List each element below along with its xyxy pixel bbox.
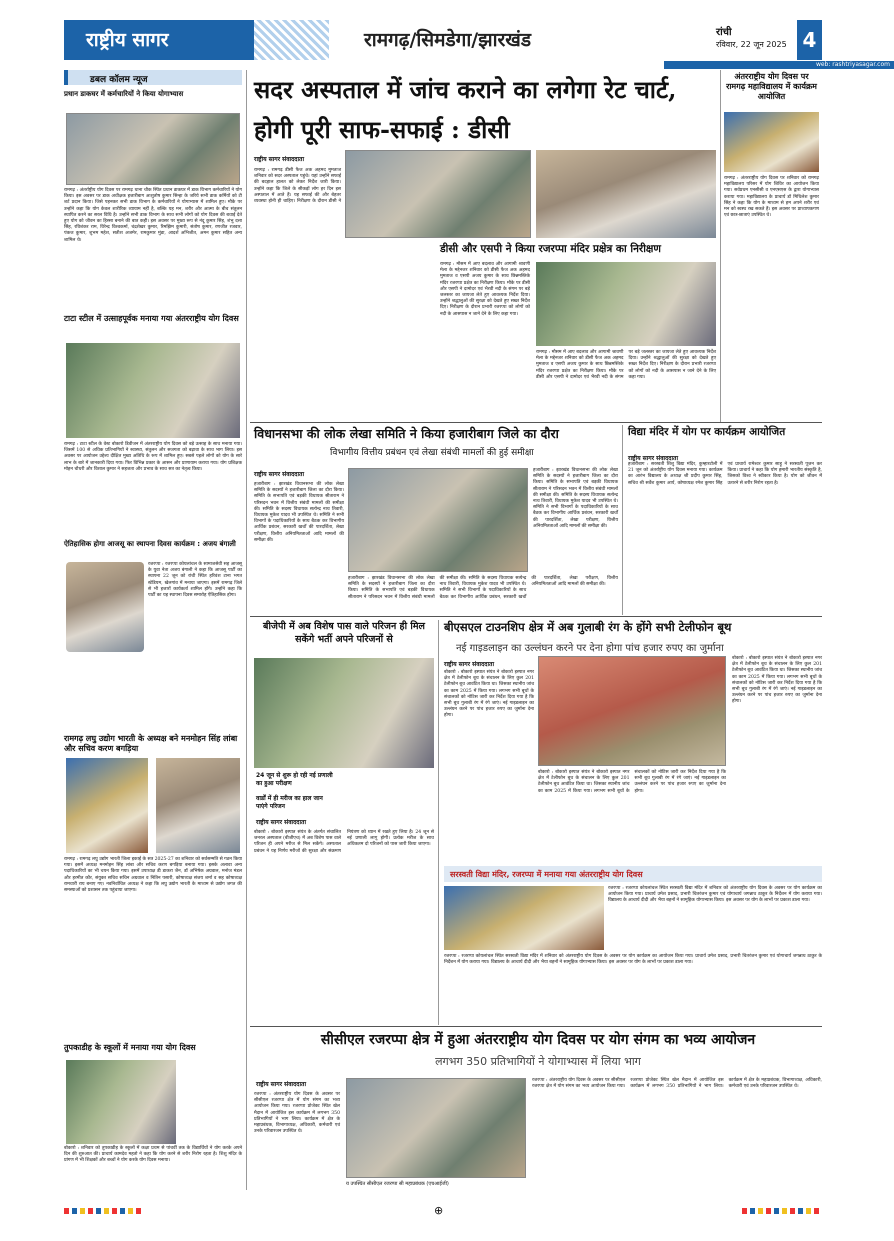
pac-headline: विधानसभा की लोक लेखा समिति ने किया हजारीबाग जिले का दौरा [254,426,559,441]
ccl-body-a: रजरप्पा : अंतरराष्ट्रीय योग दिवस के अवसर पर सीसीएल रजरप्पा क्षेत्र में योग संगम का भव्य आयोजन किया गया। रजरप्पा प्रोजेक्ट स्थित खेल मैदान में आयोजित इस कार्यक्रम में लगभग 350 प्रतिभागियों ने भाग लिया। कार्यक्रम में क्षेत्र के महाप्रबंधक, विभागाध्यक्ष, अधिकारी, कर्मचारी एवं उनके परिवारजन उपस्थित थे। [254,1092,340,1135]
pac-body-c: हजारीबाग : झारखंड विधानसभा की लोक लेखा समिति के सदस्यों ने हजारीबाग जिला का दौरा किया। समिति के सभापति एवं बड़की विधायक सीताराम ने परिसदन भवन में वित्तीय संबंधी मामलों की समीक्षा की। समिति के सदस्य विधायक सत्येन्द्र नाथ तिवारी, विधायक मुकेश यादव भी उपस्थित थे। समिति ने सभी विभागों के पदाधिकारियों के साथ बैठक कर विभागीय आर्थिक प्रबंधन, सरकारी खर्चों की पारदर्शिता, लेखा परीक्षण, वित्तीय अनियमितताओं आदि मामलों की समीक्षा की। [533,468,618,529]
dc-inspection-head: डीसी और एसपी ने किया रजरप्पा मंदिर प्रक्षेत्र का निरीक्षण [440,243,662,255]
rule-2 [250,616,822,617]
ajay-portrait [66,562,144,652]
brand-name: राष्ट्रीय सागर [86,29,169,51]
school-yoga-photo [66,1060,176,1144]
left-section-title: डबल कॉलम न्यूज [90,75,148,85]
sv-bar [444,866,822,882]
right-body: रामगढ़ : अंतरराष्ट्रीय योग दिवस पर शनिवार को रामगढ़ महाविद्यालय परिसर में योग शिविर का आयोजन किया गया। सर्वप्रथम एनसीसी व एनएसएस के द्वारा योगाभ्यास कराया गया। महाविद्यालय के प्राचार्य डॉ मिथिलेश कुमार सिंह ने कहा कि योग के माध्यम से हम अपने शरीर एवं मन को स्वस्थ रख सकते हैं। इस अवसर पर प्राध्यापकगण एवं छात्र-छात्राएं उपस्थित थे। [724,176,819,219]
left-s3-head: ऐतिहासिक होगा आजसू का स्थापना दिवस कार्यक्रम : अजय बंगाली [64,540,236,548]
lead-headline: सदर अस्पताल में जांच कराने का लगेगा रेट चार्ट, होगी पूरी साफ-सफाई : डीसी [254,75,677,144]
ccl-subhead: लगभग 350 प्रतिभागियों ने योगाभ्यास में लिया भाग [435,1055,641,1068]
ccl-byline: राष्ट्रीय सागर संवाददाता [256,1081,307,1088]
dc-body-cont: रामगढ़ : मौसम में आए बदलाव और आगामी श्रावणी मेला के मद्देनजर शनिवार को डीसी फैज अक अहमद मुमताज व एसपी अजय कुमार के साथ छिन्नमस्तिके मंदिर रजरप्पा प्रक्षेत्र का निरीक्षण किया। मौके पर डीसी और एसपी ने दामोदर एवं भैरवी नदी के संगम पर बड़े जलस्तर का जायजा लेते हुए आवश्यक निर्देश दिया। उन्होंने श्रद्धालुओं की सुरक्षा को देखते हुए सख्त निर्देश दिए। निरीक्षण के दौरान प्रभारी रजरप्पा को लोगों को नदी के आसपास न जाने देने के लिए कहा गया। [536,350,716,380]
mid-divider [622,425,623,615]
bsl-subhead: नई गाइडलाइन का उल्लंघन करने पर देना होगा पांच हजार रुपए का जुर्माना [456,643,724,654]
bgh-divider [438,620,439,1025]
left-s3-body: रजरप्पा : रजरप्पा कोयलांचल के सामाजसेवी सह आजसू के युवा नेता अजय बंगाली ने कहा कि आजसू पार्टी का स्थापना 22 जून को रांची स्थित हरिवंश टाना भगत स्टेडियम, खेलगांव में मनाया जाएगा। इसमें रामगढ़ जिले से भी हजारों कार्यकर्ता शामिल होंगे। उन्होंने कहा कि पार्टी का यह स्थापना दिवस समारोह ऐतिहासिक होगा। [148,562,242,599]
footer-bar [64,1204,822,1218]
sv-headline: सरस्वती विद्या मंदिर, रजरप्पा में मनाया गया अंतरराष्ट्रीय योग दिवस [450,870,643,879]
bgh-bullet-1: 24 जून से शुरू हो रही नई प्रणाली का हुआ परीक्षण [256,772,333,787]
vidya-headline: विद्या मंदिर में योग पर कार्यक्रम आयोजित [628,426,786,438]
pac-meeting-photo [348,468,528,572]
bsl-body-a: बोकारो : बोकारो इस्पात संयंत्र ने बोकारो इस्पात नगर क्षेत्र में टेलीफोन बूथ के संचालन के लिए कुल 201 टेलीफोन बूथ आवंटित किया था। जिसका स्थानीय जांच का काम 2025 में किया गया। लगभग सभी बूथों के संचालकों को नोटिस जारी कर निर्देश दिया गया है कि सभी बूथ गुलाबी रंग में रंगे जाएं। नई गाइडलाइन का उल्लंघन करने पर पांच हजार रुपए का जुर्माना देना होगा। [444,670,534,719]
lead-body: रामगढ़ : रामगढ़ डीसी फैज अक अहमद मुमताज शनिवार को सदर अस्पताल पहुंचे। यहां उन्होंने सफाई की बदहाल हालत को लेकर निर्देश जारी किया। उन्होंने कहा कि जिले के सीकड़ों लोग हर दिन इस अस्पताल में आते हैं। यह सफाई की और बेहतर व्यवस्था होनी ही चाहिए। निरीक्षण के दौरान डीसी ने [254,168,341,205]
left-s4-body: रामगढ़ : रामगढ़ लघु उद्योग भारती जिला इकाई के सत्र 2025-27 का शनिवार को सर्वसम्मति से गठन किया गया। इसमें अध्यक्ष मनमोहन सिंह लांबा और सचिव करण बगड़िया बनाया गया। इसके अलावा अन्य पदाधिकारियों का भी चयन किया गया। इसमें उपाध्यक्ष डी डाकरा जैन, डॉ अभिषेक अग्रवाल, मनोज मंडल और हरमीत कौर, संयुक्त सचिव सचिन अग्रवाल व नितिन पसारी, कोषाध्यक्ष संजय शर्मा व सह कोषाध्यक्ष रामधारी राय बनाए गए। नवनिर्वाचित अध्यक्ष ने कहा कि लघु उद्योग भारती के माध्यम से उद्योग जगत की समस्याओं को प्रशासन तक पहुंचाया जाएगा। [64,857,242,894]
college-yoga-photo [724,112,819,172]
bsl-headline: बीएसएल टाउनशिप क्षेत्र में अब गुलाबी रंग के होंगे सभी टेलीफोन बूथ [444,620,732,634]
web-label: web: rashtriyasagar.com [664,61,894,69]
left-s4-head: रामगढ़ लघु उद्योग भारती के अध्यक्ष बने मनमोहन सिंह लांबा और सचिव करण बगड़िया [64,734,238,753]
region-title: रामगढ़/सिमडेगा/झारखंड [364,29,532,51]
bgh-bullet-2: वार्डों में ही मरीज का हाल जान पाएंगे परिजन [256,795,323,810]
bsl-body-b: बोकारो : बोकारो इस्पात संयंत्र ने बोकारो इस्पात नगर क्षेत्र में टेलीफोन बूथ के संचालन के लिए कुल 201 टेलीफोन बूथ आवंटित किया था। जिसका स्थानीय जांच का काम 2025 में किया गया। लगभग सभी बूथों के संचालकों को नोटिस जारी कर निर्देश दिया गया है कि सभी बूथ गुलाबी रंग में रंगे जाएं। नई गाइडलाइन का उल्लंघन करने पर पांच हजार रुपए का जुर्माना देना होगा। [538,770,726,794]
rajrappa-photo [536,262,716,346]
sv-body-b: रजरप्पा : रजरप्पा कोयलांचल स्थित सरस्वती विद्या मंदिर में शनिवार को अंतरराष्ट्रीय योग दिवस के अवसर पर योग कार्यक्रम का आयोजन किया गया। प्राचार्य उमेश प्रसाद, प्रभारी चितरंजन कुमार एवं योगाचार्य जगन्नाथ ठाकुर के निर्देशन में योग कराया गया। विद्यालय के आचार्य दीदी और भैया बहनों ने सामूहिक योगाभ्यास किया। इस अवसर पर योग के लाभों पर प्रकाश डाला गया। [444,954,822,966]
masthead [64,20,890,68]
rule-3 [250,1026,822,1027]
page-number: 4 [797,20,822,60]
vidya-body: हजारीबाग : सरस्वती शिशु विद्या मंदिर, कुम्हारटोली में 21 जून को अंतर्राष्ट्रीय योग दिवस मनाया गया। कार्यक्रम का आरंभ विद्यालय के अध्यक्ष श्री प्रदीप कुमार सिंह, सचिव श्री सर्वेश कुमार आर्य, कोषाध्यक्ष रमेश कुमार सिंह एवं प्राचार्य रामेश्वर कुमार साहू ने सरस्वती पूजन कर किया। प्राचार्य ने कहा कि योग हमारी भारतीय संस्कृति है, जिसको विश्व ने स्वीकार किया है। योग को जीवन में उतारने से शरीर निरोग रहता है। [628,462,822,486]
footer-dots-right [742,1208,822,1214]
dot-pattern [254,20,329,60]
sv-photo [444,886,604,950]
ccl-headline: सीसीएल रजरप्पा क्षेत्र में हुआ अंतरराष्ट्रीय योग दिवस पर योग संगम का भव्य आयोजन [320,1032,756,1048]
ccl-caption: य उपस्थित सीसीएल रजरप्पा सी महाप्रबंधक (एचआईजी) [346,1181,449,1187]
post-office-photo [66,113,240,185]
vidya-byline: राष्ट्रीय सागर संवाददाता [628,455,679,462]
left-s2-body: रामगढ़ : टाटा स्टील के वेस्ट बोकारो डिवीजन में अंतरराष्ट्रीय योग दिवस को बड़े उत्साह के साथ मनाया गया। जिसमें 100 से अधिक प्रतिभागियों ने स्वास्थ्य, संतुलन और सजगता को बढ़ावा के साथ भाग लिया। इस अवसर पर आयोजन उद्देश्य दीक्षित मुख्य अतिथि के रूप में शामिल हुए। सबसे पहले लोगों को योग के सारे लाभ के बारे में जानकारी दिया गया। फिर विभिन्न प्रकार के आसन और प्राणायाम कराया गया। योग प्रशिक्षक मोहन चौधरी और विशाल कुमार ने सहजता और प्रभाव के साथ सत्र का नेतृत्व किया। [64,442,242,472]
ccl-photo [346,1078,526,1178]
footer-dots-left [64,1208,144,1214]
left-s1-body: रामगढ़ : अंतर्राष्ट्रीय योग दिवस पर रामगढ़ थाना चौक स्थित प्रधान डाकघर में डाक विभाग कर्मचारियों ने योग किया। इस अवसर पर डाक अधीक्षक हजारीबाग आशुतोष कुमार सिन्हा के जरिये सभी डाक कर्मियों को टी शर्ट प्रदान किया। जिसे पहनकर सभी डाक विभाग के कर्मचारियों ने योगाभ्यास में शामिल हुए। मौके पर उन्होंने कहा कि योग केवल शारीरिक व्यायाम नहीं है, बल्कि यह मन, शरीर और आत्मा के बीच संतुलन स्थापित करने का सरल विधि है। उन्होंने सभी डाक विभाग के साथ सभी लोगों को योग दिवस की बधाई देते हुए योग को जीवन का हिस्सा बनाने की बात कही। इस अवसर पर मुख्य रूप से नंदू कुमार सिंह, शंभु दत्ता सिंह, रविशंकर राम, विरेन्द्र विश्वकर्मा, चंद्रशेखर कुमार, रिमझिम कुमारी, संतोष कुमार, रणजीत रजवार, पंकज कुमार, शुभम महेश, सतीश अजमेर, रामकुमार मुंडा, आदर्श अभिजीत, अमन कुमार सहित अन्य शामिल थे। [64,188,242,243]
manmohan-portrait [66,758,148,853]
dc-inspection-body: रामगढ़ : मौसम में आए बदलाव और आगामी श्रावणी मेला के मद्देनजर शनिवार को डीसी फैज अक अहमद मुमताज व एसपी अजय कुमार के साथ छिन्नमस्तिके मंदिर रजरप्पा प्रक्षेत्र का निरीक्षण किया। मौके पर डीसी और एसपी ने दामोदर एवं भैरवी नदी के संगम पर बड़े जलस्तर का जायजा लेते हुए आवश्यक निर्देश दिया। उन्होंने श्रद्धालुओं की सुरक्षा को देखते हुए सख्त निर्देश दिए। निरीक्षण के दौरान प्रभारी रजरप्पा को लोगों को नदी के आसपास न जाने देने के लिए कहा गया। [440,262,530,317]
ccl-body-b: रजरप्पा : अंतरराष्ट्रीय योग दिवस के अवसर पर सीसीएल रजरप्पा क्षेत्र में योग संगम का भव्य आयोजन किया गया। रजरप्पा प्रोजेक्ट स्थित खेल मैदान में आयोजित इस कार्यक्रम में लगभग 350 प्रतिभागियों ने भाग लिया। कार्यक्रम में क्षेत्र के महाप्रबंधक, विभागाध्यक्ष, अधिकारी, कर्मचारी एवं उनके परिवारजन उपस्थित थे। [532,1078,822,1090]
karan-portrait [156,758,240,853]
left-s5-head: तुपकाडीह के स्कूलों में मनाया गया योग दिवस [64,1043,196,1052]
sv-body: रजरप्पा : रजरप्पा कोयलांचल स्थित सरस्वती विद्या मंदिर में शनिवार को अंतरराष्ट्रीय योग दिवस के अवसर पर योग कार्यक्रम का आयोजन किया गया। प्राचार्य उमेश प्रसाद, प्रभारी चितरंजन कुमार एवं योगाचार्य जगन्नाथ ठाकुर के निर्देशन में योग कराया गया। विद्यालय के आचार्य दीदी और भैया बहनों ने सामूहिक योगाभ्यास किया। इस अवसर पर योग के लाभों पर प्रकाश डाला गया। [608,886,822,904]
date-label: रविवार, 22 जून 2025 [716,40,787,49]
tata-yoga-photo [66,343,240,438]
lead-byline: राष्ट्रीय सागर संवाददाता [254,156,305,163]
left-s2-head: टाटा स्टील में उत्साहपूर्वक मनाया गया अंतरराष्ट्रीय योग दिवस [64,314,239,323]
city-label: रांची [716,27,732,38]
bgh-byline: राष्ट्रीय सागर संवाददाता [256,819,307,826]
pac-subhead: विभागीय वित्तीय प्रबंधन एवं लेखा संबंधी मामलों की हुई समीक्षा [330,448,534,458]
pac-body-a: हजारीबाग : झारखंड विधानसभा की लोक लेखा समिति के सदस्यों ने हजारीबाग जिला का दौरा किया। समिति के सभापति एवं बड़की विधायक सीताराम ने परिसदन भवन में वित्तीय संबंधी मामलों की समीक्षा की। समिति के सदस्य विधायक सत्येन्द्र नाथ तिवारी, विधायक मुकेश यादव भी उपस्थित थे। समिति ने सभी विभागों के पदाधिकारियों के साथ बैठक कर विभागीय आर्थिक प्रबंधन, सरकारी खर्चों की पारदर्शिता, लेखा परीक्षण, वित्तीय अनियमितताओं आदि मामलों की समीक्षा की। [254,482,344,543]
bsl-body-c: बोकारो : बोकारो इस्पात संयंत्र ने बोकारो इस्पात नगर क्षेत्र में टेलीफोन बूथ के संचालन के लिए कुल 201 टेलीफोन बूथ आवंटित किया था। जिसका स्थानीय जांच का काम 2025 में किया गया। लगभग सभी बूथों के संचालकों को नोटिस जारी कर निर्देश दिया गया है कि सभी बूथ गुलाबी रंग में रंगे जाएं। नई गाइडलाइन का उल्लंघन करने पर पांच हजार रुपए का जुर्माना देना होगा। [732,656,822,705]
hospital-photo-2 [536,150,716,238]
pac-body-b: हजारीबाग : झारखंड विधानसभा की लोक लेखा समिति के सदस्यों ने हजारीबाग जिला का दौरा किया। समिति के सभापति एवं बड़की विधायक सीताराम ने परिसदन भवन में वित्तीय संबंधी मामलों की समीक्षा की। समिति के सदस्य विधायक सत्येन्द्र नाथ तिवारी, विधायक मुकेश यादव भी उपस्थित थे। समिति ने सभी विभागों के पदाधिकारियों के साथ बैठक कर विभागीय आर्थिक प्रबंधन, सरकारी खर्चों की पारदर्शिता, लेखा परीक्षण, वित्तीय अनियमितताओं आदि मामलों की समीक्षा की। [348,576,618,600]
right-divider [720,70,721,422]
bsl-byline: राष्ट्रीय सागर संवाददाता [444,661,495,668]
bgh-headline: बीजेपी में अब विशेष पास वाले परिजन ही मिल सकेंगे भर्ती अपने परिजनों से [263,621,425,645]
left-section-bar [64,70,242,85]
dc-inspection-bar [440,242,720,258]
bgh-photo [254,658,434,768]
left-divider [246,70,247,1190]
phone-booth-photo [538,656,726,766]
hospital-photo-1 [345,150,531,238]
bgh-body: बोकारो : बोकारो इस्पात संयंत्र के अंतर्गत संचालित जनरल अस्पताल (बीजीएच) में अब विशेष पास वाले परिजन ही अपने मरीज से मिल सकेंगे। अस्पताल प्रबंधन ने यह निर्णय मरीजों की सुरक्षा और संक्रमण नियंत्रण को ध्यान में रखते हुए लिया है। 24 जून से नई प्रणाली लागू होगी। प्रत्येक मरीज के साथ अधिकतम दो परिजनों को पास जारी किया जाएगा। [254,830,434,854]
rule-1 [250,422,822,423]
pac-byline: राष्ट्रीय सागर संवाददाता [254,471,305,478]
left-s5-body: बोकारो : शनिवार को तुपकाडीह के स्कूलों में कक्षा प्रथम से पांचवीं तक के विद्यार्थियों ने योग करके अपने दिन की शुरुआत की। प्राचार्य कामदेव महतो ने कहा कि योग करने से शरीर निरोग रहता है। शिशु मंदिर के प्रांगण में भी शिक्षकों और बच्चों ने योग करके योग दिवस मनाया। [64,1146,242,1164]
right-head: अंतरराष्ट्रीय योग दिवस पर रामगढ़ महाविद्यालय में कार्यक्रम आयोजित [726,72,817,101]
footer-compass-icon: ⊕ [434,1204,444,1217]
left-s1-head: प्रधान डाकघर में कर्मचारियों ने किया योगाभ्यास [64,90,184,98]
